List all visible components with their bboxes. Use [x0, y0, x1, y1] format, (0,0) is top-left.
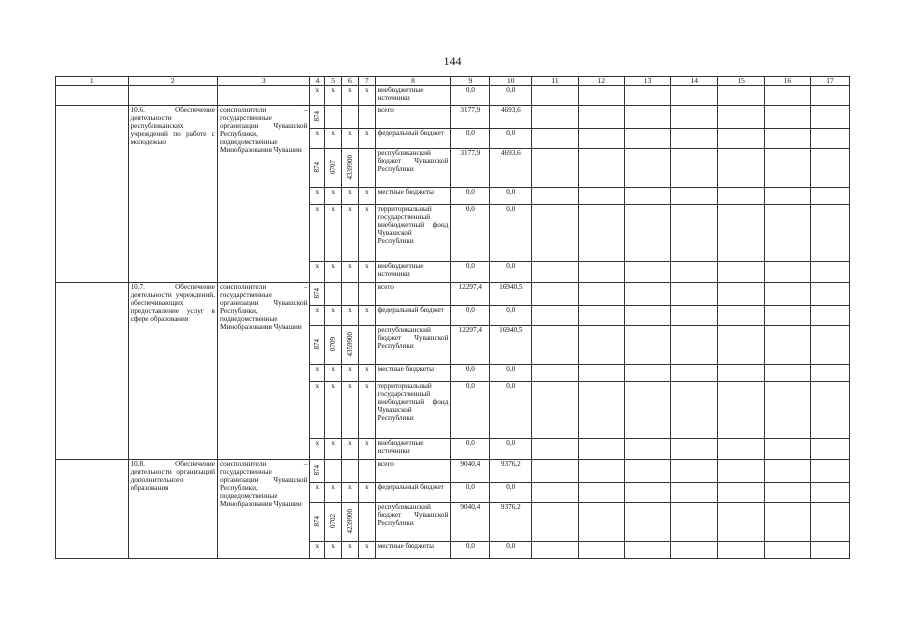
x-mark: x: [342, 205, 359, 262]
empty-cell: [342, 460, 359, 483]
empty-cell: [624, 365, 670, 382]
empty-cell: [578, 205, 624, 262]
empty-cell: [56, 460, 129, 559]
empty-cell: [578, 460, 624, 483]
empty-cell: [764, 382, 810, 439]
table-row: [56, 86, 850, 106]
grbs-code: [310, 283, 325, 306]
value-cell: 0,0: [451, 86, 490, 106]
table-row: [56, 460, 850, 483]
col-header: 11: [532, 77, 578, 86]
empty-cell: [578, 542, 624, 559]
value-cell: 0,0: [451, 483, 490, 503]
x-mark: x: [342, 483, 359, 503]
value-cell: 0,0: [451, 306, 490, 326]
empty-cell: [578, 149, 624, 188]
empty-cell: [342, 283, 359, 306]
col-header: 12: [578, 77, 624, 86]
empty-cell: [764, 542, 810, 559]
empty-cell: [578, 262, 624, 283]
section-code-text: 0707: [329, 160, 338, 174]
value-cell: 0,0: [490, 542, 532, 559]
source-label: республиканский бюджет Чувашской Республики: [375, 149, 451, 188]
empty-cell: [718, 439, 764, 460]
source-label: республиканский бюджет Чувашской Республики: [375, 326, 451, 365]
empty-cell: [624, 149, 670, 188]
x-mark: x: [342, 542, 359, 559]
empty-cell: [810, 205, 849, 262]
value-cell: 0,0: [490, 86, 532, 106]
activity-name: 10.8. Обеспечение деятельности организаций дополнительного образования: [128, 460, 217, 559]
empty-cell: [624, 382, 670, 439]
empty-cell: [764, 106, 810, 129]
empty-cell: [532, 460, 578, 483]
empty-cell: [624, 188, 670, 205]
empty-cell: [578, 86, 624, 106]
x-mark: x: [358, 483, 375, 503]
value-cell: 0,0: [451, 262, 490, 283]
source-label: всего: [375, 460, 451, 483]
empty-cell: [718, 503, 764, 542]
value-cell: 9040,4: [451, 460, 490, 483]
empty-cell: [764, 365, 810, 382]
x-mark: x: [358, 439, 375, 460]
x-mark: x: [342, 382, 359, 439]
source-label: территориальный государственный внебюджетный фонд Чувашской Республики: [375, 205, 451, 262]
grbs-code-text: 874: [313, 161, 322, 173]
x-mark: x: [358, 129, 375, 149]
budget-table: [55, 76, 850, 559]
empty-cell: [810, 106, 849, 129]
source-label: местные бюджеты: [375, 365, 451, 382]
x-mark: x: [325, 542, 342, 559]
empty-cell: [718, 326, 764, 365]
empty-cell: [217, 86, 310, 106]
empty-cell: [764, 326, 810, 365]
source-label: территориальный государственный внебюджетный фонд Чувашской Республики: [375, 382, 451, 439]
section-code: [325, 503, 342, 542]
empty-cell: [718, 106, 764, 129]
col-header: 5: [325, 77, 342, 86]
activity-name: 10.7. Обеспечение деятельности учреждений, обеспечивающих предоставление услуг в сфере образования: [128, 283, 217, 460]
empty-cell: [671, 503, 718, 542]
value-cell: 16940,5: [490, 283, 532, 306]
x-mark: x: [325, 262, 342, 283]
empty-cell: [671, 262, 718, 283]
empty-cell: [532, 326, 578, 365]
target-code: [342, 503, 359, 542]
grbs-code: [310, 460, 325, 483]
empty-cell: [671, 86, 718, 106]
empty-cell: [532, 439, 578, 460]
grbs-code: [310, 149, 325, 188]
x-mark: x: [325, 382, 342, 439]
target-code-text: 4339900: [345, 154, 354, 180]
empty-cell: [624, 86, 670, 106]
value-cell: 0,0: [451, 439, 490, 460]
empty-cell: [56, 106, 129, 283]
empty-cell: [624, 283, 670, 306]
empty-cell: [671, 365, 718, 382]
empty-cell: [56, 86, 129, 106]
value-cell: 0,0: [490, 129, 532, 149]
empty-cell: [624, 439, 670, 460]
section-code: [325, 326, 342, 365]
value-cell: 4693,6: [490, 149, 532, 188]
grbs-code-text: 874: [313, 110, 322, 122]
empty-cell: [358, 326, 375, 365]
empty-cell: [764, 439, 810, 460]
value-cell: 0,0: [490, 365, 532, 382]
empty-cell: [764, 306, 810, 326]
source-label: местные бюджеты: [375, 542, 451, 559]
value-cell: 0,0: [490, 382, 532, 439]
executors-text: соисполнители – государственные организации Чувашской Республики, подведомственные Минобразования Чувашии: [217, 106, 310, 283]
empty-cell: [578, 188, 624, 205]
x-mark: x: [310, 483, 325, 503]
empty-cell: [764, 262, 810, 283]
x-mark: x: [325, 205, 342, 262]
empty-cell: [624, 483, 670, 503]
section-code-text: 0709: [329, 337, 338, 351]
empty-cell: [810, 283, 849, 306]
value-cell: 16940,5: [490, 326, 532, 365]
x-mark: x: [310, 262, 325, 283]
x-mark: x: [310, 542, 325, 559]
x-mark: x: [358, 382, 375, 439]
x-mark: x: [310, 86, 325, 106]
col-header: 9: [451, 77, 490, 86]
x-mark: x: [325, 439, 342, 460]
target-code-text: 4359900: [345, 331, 354, 357]
x-mark: x: [310, 129, 325, 149]
grbs-code: [310, 503, 325, 542]
value-cell: 0,0: [490, 483, 532, 503]
value-cell: 0,0: [451, 188, 490, 205]
source-label: внебюджетные источники: [375, 439, 451, 460]
empty-cell: [810, 439, 849, 460]
table-row: [56, 283, 850, 306]
empty-cell: [718, 188, 764, 205]
empty-cell: [358, 460, 375, 483]
source-label: республиканский бюджет Чувашской Республики: [375, 503, 451, 542]
col-header: 8: [375, 77, 451, 86]
value-cell: 0,0: [490, 262, 532, 283]
empty-cell: [358, 106, 375, 129]
x-mark: x: [342, 365, 359, 382]
empty-cell: [718, 460, 764, 483]
value-cell: 0,0: [490, 439, 532, 460]
empty-cell: [578, 382, 624, 439]
empty-cell: [764, 205, 810, 262]
empty-cell: [532, 542, 578, 559]
col-header: 16: [764, 77, 810, 86]
empty-cell: [671, 326, 718, 365]
empty-cell: [624, 106, 670, 129]
empty-cell: [56, 283, 129, 460]
empty-cell: [578, 483, 624, 503]
x-mark: x: [342, 439, 359, 460]
value-cell: 0,0: [490, 188, 532, 205]
empty-cell: [532, 306, 578, 326]
value-cell: 0,0: [451, 542, 490, 559]
empty-cell: [532, 483, 578, 503]
empty-cell: [624, 306, 670, 326]
x-mark: x: [358, 542, 375, 559]
empty-cell: [578, 503, 624, 542]
x-mark: x: [358, 365, 375, 382]
grbs-code-text: 874: [313, 464, 322, 476]
x-mark: x: [342, 86, 359, 106]
target-code: [342, 326, 359, 365]
activity-name: 10.6. Обеспечение деятельности республиканских учреждений по работе с молодежью: [128, 106, 217, 283]
empty-cell: [764, 86, 810, 106]
x-mark: x: [342, 262, 359, 283]
value-cell: 0,0: [451, 365, 490, 382]
col-header: 17: [810, 77, 849, 86]
source-label: внебюджетные источники: [375, 86, 451, 106]
x-mark: x: [325, 86, 342, 106]
grbs-code-text: 874: [313, 515, 322, 527]
empty-cell: [532, 205, 578, 262]
empty-cell: [718, 365, 764, 382]
empty-cell: [764, 460, 810, 483]
empty-cell: [578, 326, 624, 365]
source-label: всего: [375, 106, 451, 129]
x-mark: x: [325, 483, 342, 503]
value-cell: 12297,4: [451, 283, 490, 306]
x-mark: x: [310, 306, 325, 326]
empty-cell: [358, 503, 375, 542]
grbs-code: [310, 326, 325, 365]
x-mark: x: [310, 205, 325, 262]
executors-text: соисполнители – государственные организации Чувашской Республики, подведомственные Минобразования Чувашии: [217, 283, 310, 460]
empty-cell: [718, 129, 764, 149]
x-mark: x: [358, 205, 375, 262]
empty-cell: [532, 382, 578, 439]
value-cell: 0,0: [451, 382, 490, 439]
empty-cell: [810, 460, 849, 483]
empty-cell: [671, 460, 718, 483]
empty-cell: [532, 503, 578, 542]
empty-cell: [578, 306, 624, 326]
value-cell: 9040,4: [451, 503, 490, 542]
empty-cell: [764, 503, 810, 542]
value-cell: 4693,6: [490, 106, 532, 129]
page-number: 144: [443, 54, 462, 68]
source-label: местные бюджеты: [375, 188, 451, 205]
empty-cell: [532, 365, 578, 382]
empty-cell: [810, 503, 849, 542]
empty-cell: [578, 365, 624, 382]
x-mark: x: [310, 188, 325, 205]
empty-cell: [358, 149, 375, 188]
empty-cell: [810, 129, 849, 149]
empty-cell: [532, 106, 578, 129]
empty-cell: [671, 149, 718, 188]
source-label: федеральный бюджет: [375, 129, 451, 149]
empty-cell: [624, 542, 670, 559]
empty-cell: [624, 503, 670, 542]
x-mark: x: [325, 129, 342, 149]
empty-cell: [532, 149, 578, 188]
grbs-code-text: 874: [313, 287, 322, 299]
value-cell: 9376,2: [490, 460, 532, 483]
empty-cell: [342, 106, 359, 129]
col-header: 10: [490, 77, 532, 86]
value-cell: 3177,9: [451, 149, 490, 188]
empty-cell: [810, 483, 849, 503]
table-row: [56, 106, 850, 129]
source-label: федеральный бюджет: [375, 306, 451, 326]
x-mark: x: [342, 188, 359, 205]
executors-text: соисполнители – государственные организации Чувашской Республики, подведомственные Минобразования Чувашии: [217, 460, 310, 559]
empty-cell: [128, 86, 217, 106]
empty-cell: [718, 382, 764, 439]
empty-cell: [578, 106, 624, 129]
x-mark: x: [358, 188, 375, 205]
empty-cell: [764, 149, 810, 188]
empty-cell: [810, 149, 849, 188]
empty-cell: [671, 205, 718, 262]
empty-cell: [532, 188, 578, 205]
value-cell: 0,0: [451, 129, 490, 149]
empty-cell: [624, 262, 670, 283]
x-mark: x: [310, 439, 325, 460]
empty-cell: [810, 542, 849, 559]
x-mark: x: [342, 129, 359, 149]
col-header: 1: [56, 77, 129, 86]
empty-cell: [532, 283, 578, 306]
col-header: 15: [718, 77, 764, 86]
header-row: [56, 77, 850, 86]
x-mark: x: [310, 382, 325, 439]
empty-cell: [671, 439, 718, 460]
empty-cell: [764, 188, 810, 205]
empty-cell: [718, 149, 764, 188]
empty-cell: [532, 86, 578, 106]
x-mark: x: [342, 306, 359, 326]
col-header: 4: [310, 77, 325, 86]
empty-cell: [325, 106, 342, 129]
value-cell: 3177,9: [451, 106, 490, 129]
empty-cell: [718, 262, 764, 283]
empty-cell: [671, 129, 718, 149]
value-cell: 9376,2: [490, 503, 532, 542]
x-mark: x: [325, 306, 342, 326]
empty-cell: [671, 188, 718, 205]
empty-cell: [671, 283, 718, 306]
empty-cell: [325, 283, 342, 306]
empty-cell: [671, 483, 718, 503]
empty-cell: [764, 483, 810, 503]
empty-cell: [718, 306, 764, 326]
target-code-text: 4239900: [345, 508, 354, 534]
empty-cell: [358, 283, 375, 306]
col-header: 3: [217, 77, 310, 86]
x-mark: x: [358, 306, 375, 326]
value-cell: 0,0: [490, 306, 532, 326]
x-mark: x: [358, 86, 375, 106]
empty-cell: [764, 283, 810, 306]
empty-cell: [810, 262, 849, 283]
col-header: 2: [128, 77, 217, 86]
x-mark: x: [358, 262, 375, 283]
empty-cell: [325, 460, 342, 483]
empty-cell: [810, 326, 849, 365]
col-header: 13: [624, 77, 670, 86]
value-cell: 0,0: [451, 205, 490, 262]
source-label: всего: [375, 283, 451, 306]
col-header: 14: [671, 77, 718, 86]
x-mark: x: [325, 188, 342, 205]
target-code: [342, 149, 359, 188]
empty-cell: [532, 129, 578, 149]
empty-cell: [718, 205, 764, 262]
empty-cell: [764, 129, 810, 149]
empty-cell: [578, 439, 624, 460]
empty-cell: [671, 382, 718, 439]
empty-cell: [624, 205, 670, 262]
empty-cell: [810, 188, 849, 205]
empty-cell: [624, 129, 670, 149]
empty-cell: [810, 365, 849, 382]
col-header: 7: [358, 77, 375, 86]
empty-cell: [718, 86, 764, 106]
empty-cell: [578, 283, 624, 306]
empty-cell: [718, 283, 764, 306]
empty-cell: [671, 306, 718, 326]
col-header: 6: [342, 77, 359, 86]
section-code: [325, 149, 342, 188]
section-code-text: 0702: [329, 514, 338, 528]
x-mark: x: [310, 365, 325, 382]
grbs-code-text: 874: [313, 338, 322, 350]
source-label: федеральный бюджет: [375, 483, 451, 503]
empty-cell: [578, 129, 624, 149]
empty-cell: [671, 106, 718, 129]
empty-cell: [624, 460, 670, 483]
empty-cell: [810, 382, 849, 439]
empty-cell: [718, 483, 764, 503]
empty-cell: [532, 262, 578, 283]
empty-cell: [810, 86, 849, 106]
grbs-code: [310, 106, 325, 129]
empty-cell: [624, 326, 670, 365]
x-mark: x: [325, 365, 342, 382]
empty-cell: [718, 542, 764, 559]
empty-cell: [671, 542, 718, 559]
source-label: внебюджетные источники: [375, 262, 451, 283]
value-cell: 0,0: [490, 205, 532, 262]
empty-cell: [810, 306, 849, 326]
value-cell: 12297,4: [451, 326, 490, 365]
